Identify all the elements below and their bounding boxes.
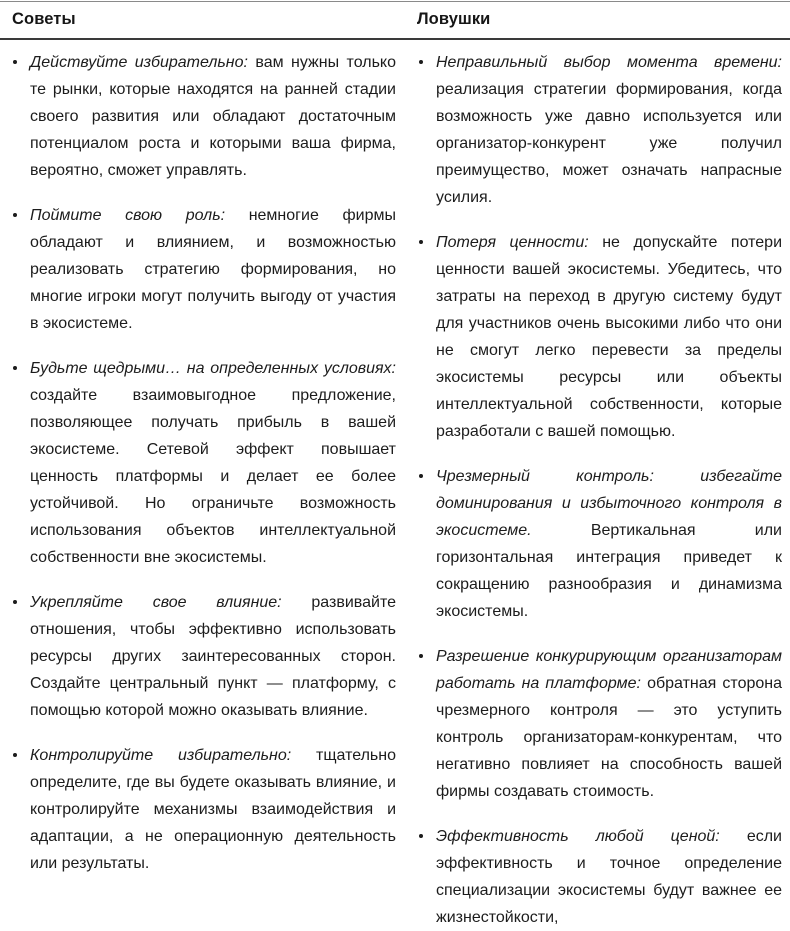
list-item-lead: Чрезмерный контроль: избегайте доминирования и избыточного контроля в экосистеме. <box>436 468 782 539</box>
list-item-body: вам нужны только те рынки, которые находятся на ранней стадии своего развития или обладают достаточным потенциалом роста и которыми ваша фирма, вероятно, сможет управлять. <box>30 54 396 179</box>
list-item-lead: Контролируйте избирательно: <box>30 747 292 764</box>
list-item-body: немногие фирмы обладают и влиянием, и возможностью реализовать стратегию формирования, но многие игроки могут получить выгоду от участия в экосистеме. <box>30 207 396 332</box>
list-item <box>12 355 396 571</box>
list-item-lead: Потеря ценности: <box>436 234 589 251</box>
list-item-body: создайте взаимовыгодное предложение, позволяющее получать прибыль в вашей экосистеме. Сетевой эффект повышает ценность платформы и делает ее более устойчивой. Но ограничьте возможность использования объектов интеллектуальной собственности вне экосистемы. <box>30 387 396 566</box>
tips-list <box>12 49 396 877</box>
bullet-dot-icon <box>13 753 17 757</box>
list-item-body: не допускайте потери ценности вашей экосистемы. Убедитесь, что затраты на переход в другую систему будут для участников очень высокими либо что они не смогут легко перевести за пределы экосистемы ресурсы или объекты интеллектуальной собственности, которые разработали с вашей помощью. <box>436 234 782 440</box>
list-item-lead: Разрешение конкурирующим организаторам работать на платформе: <box>436 648 782 692</box>
list-item-lead: Действуйте избирательно: <box>30 54 248 71</box>
bullet-dot-icon <box>419 474 423 478</box>
bullet-dot-icon <box>13 213 17 217</box>
list-item-lead: Поймите свою роль: <box>30 207 226 224</box>
list-item-lead: Эффективность любой ценой: <box>436 828 720 845</box>
bullet-dot-icon <box>419 654 423 658</box>
list-item-body: тщательно определите, где вы будете оказывать влияние, и контролируйте механизмы взаимодействия и адаптации, а не операционную деятельность или результаты. <box>30 747 396 872</box>
bullet-dot-icon <box>13 60 17 64</box>
list-item <box>12 589 396 724</box>
list-item <box>418 823 782 931</box>
list-item <box>418 49 782 211</box>
list-item <box>418 229 782 445</box>
list-item-body: Вертикальная или горизонтальная интеграция приведет к сокращению разнообразия и динамизма экосистемы. <box>436 522 782 620</box>
pitfalls-list <box>418 49 782 931</box>
column-header-tips-label: Советы <box>12 9 76 28</box>
list-item-lead: Укрепляйте свое влияние: <box>30 594 282 611</box>
list-item-lead: Неправильный выбор момента времени: <box>436 54 782 71</box>
list-item <box>12 742 396 877</box>
list-item-body: если эффективность и точное определение специализации экосистемы будут важнее ее жизнестойкости, <box>436 828 782 926</box>
list-item <box>12 202 396 337</box>
column-header-tips <box>0 0 406 38</box>
list-item <box>418 463 782 625</box>
list-item <box>12 49 396 184</box>
table-header-row <box>0 0 790 38</box>
list-item-lead: Будьте щедрыми… на определенных условиях: <box>30 360 396 377</box>
bullet-dot-icon <box>419 60 423 64</box>
bullet-dot-icon <box>419 834 423 838</box>
bullet-dot-icon <box>419 240 423 244</box>
column-pitfalls <box>406 40 790 931</box>
column-header-pitfalls-label: Ловушки <box>417 9 491 28</box>
table-body <box>0 40 790 931</box>
list-item <box>418 643 782 805</box>
bullet-dot-icon <box>13 600 17 604</box>
column-tips <box>0 40 406 877</box>
bullet-dot-icon <box>13 366 17 370</box>
list-item-body: реализация стратегии формирования, когда возможность уже давно используется или организатор-конкурент уже получил преимущество, может означать напрасные усилия. <box>436 81 782 206</box>
column-header-pitfalls <box>406 0 790 38</box>
list-item-body: обратная сторона чрезмерного контроля — это уступить контроль организаторам-конкурентам, что негативно повлияет на способность вашей фирмы создавать стоимость. <box>436 675 782 800</box>
list-item-body: развивайте отношения, чтобы эффективно использовать ресурсы других заинтересованных сторон. Создайте центральный пункт — платформу, с помощью которой можно оказывать влияние. <box>30 594 396 719</box>
